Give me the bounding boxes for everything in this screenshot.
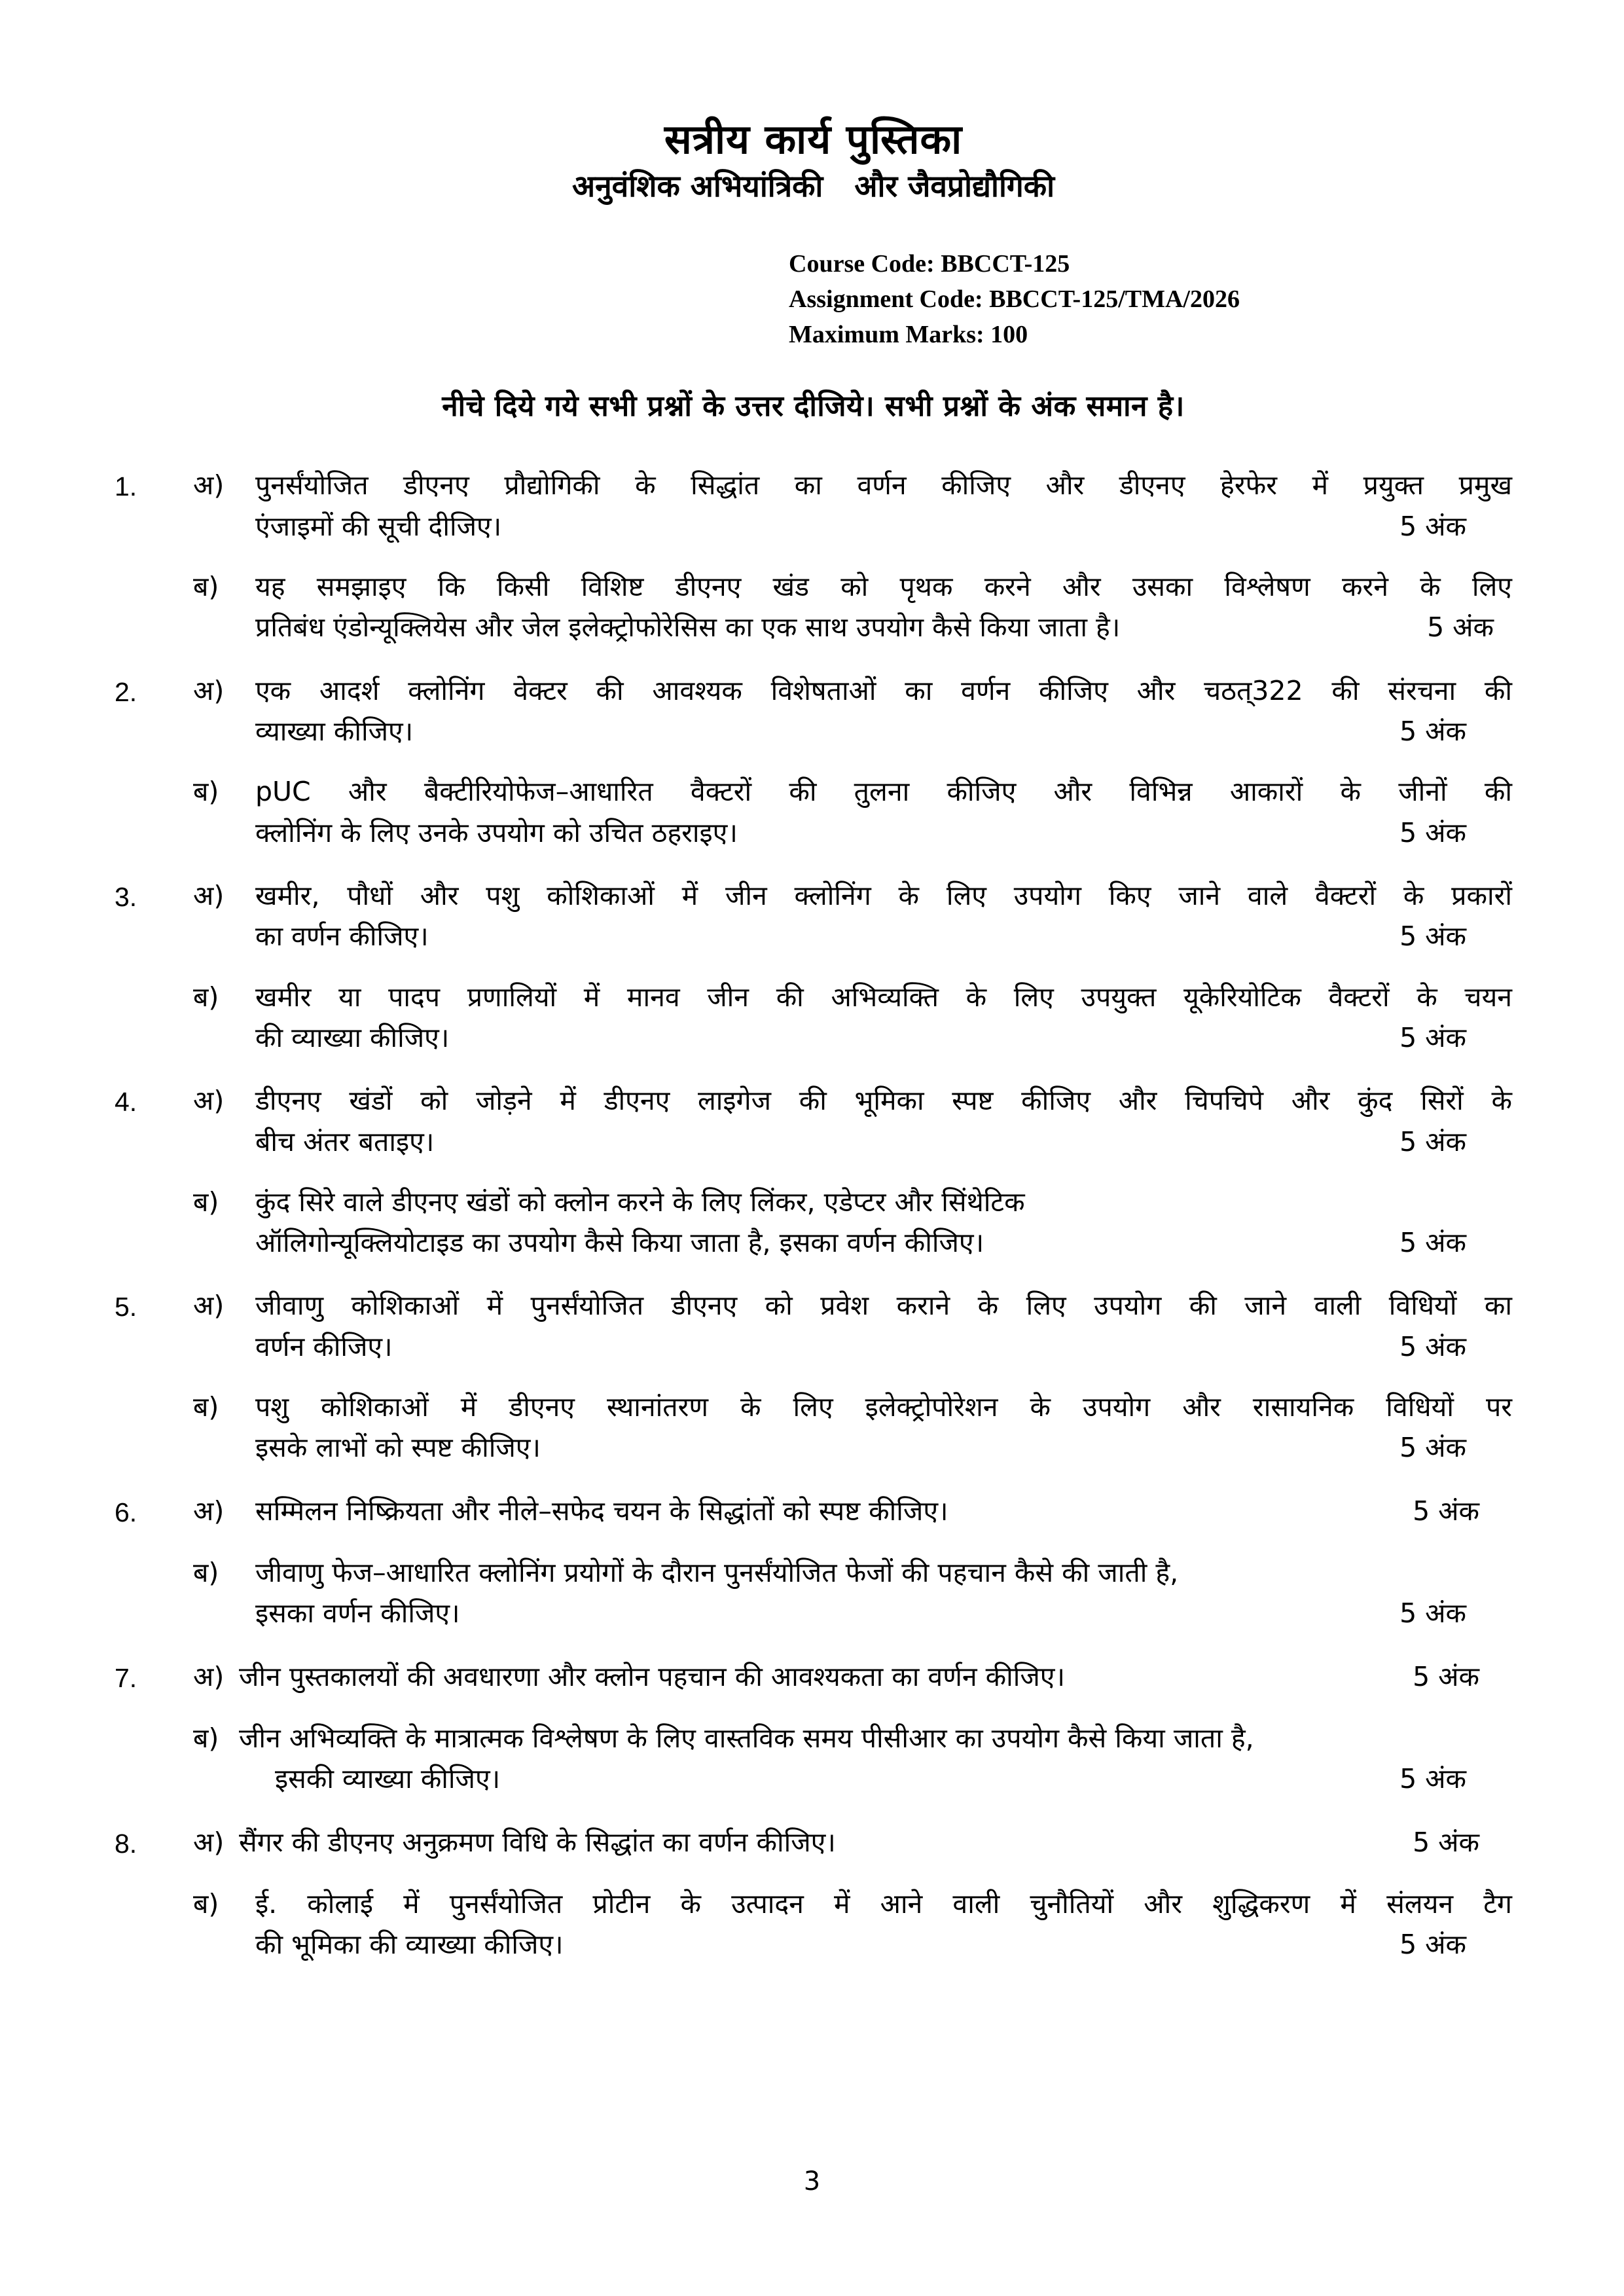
question-part-label: ब)	[193, 1722, 219, 1754]
question-part-label: ब)	[193, 1186, 219, 1218]
question-text-line	[255, 771, 1512, 812]
question-row	[115, 1822, 1512, 1864]
question-text-line	[255, 875, 1512, 916]
page-content	[115, 0, 1512, 1988]
question-text-line	[255, 1017, 1512, 1058]
line-content: का वर्णन कीजिए।	[255, 920, 429, 953]
question-text-line	[255, 1121, 1512, 1162]
question-text-line	[255, 1593, 1512, 1633]
marks-label: 5 अंक	[1399, 920, 1466, 953]
question-number	[115, 1182, 193, 1183]
line-content: क्लोनिंग के लिए उनके उपयोग को उचित ठहराइए।	[255, 816, 738, 848]
question-row	[115, 1718, 1512, 1800]
question-part-label: अ)	[193, 1495, 225, 1527]
marks-label: 5 अंक	[1399, 1021, 1466, 1053]
line-content: जीन अभिव्यक्ति के मात्रात्मक विश्लेषण के लिए वास्तविक समय पीसीआर का उपयोग कैसे किया जाता है,	[239, 1722, 1254, 1754]
line-content: इसके लाभों को स्पष्ट कीजिए।	[255, 1432, 541, 1464]
question-part-label: ब)	[193, 1887, 219, 1920]
line-content: पशु कोशिकाओं में डीएनए स्थानांतरण के लिए इलेक्ट्रोपोरेशन के उपयोग और रासायनिक विधियों पर	[255, 1391, 1512, 1423]
course-meta-block	[789, 247, 1512, 353]
line-content: वर्णन कीजिए।	[255, 1330, 393, 1362]
line-content: सैंगर की डीएनए अनुक्रमण विधि के सिद्धांत का वर्णन कीजिए।	[239, 1826, 836, 1858]
question-number	[115, 1387, 193, 1388]
question-part-label: अ)	[193, 1290, 225, 1322]
questions-list	[115, 465, 1512, 1965]
question-row	[115, 465, 1512, 547]
question-text	[255, 465, 1512, 547]
line-content: जीवाणु फेज–आधारित क्लोनिंग प्रयोगों के दौरान पुनर्संयोजित फेजों की पहचान कैसे की जाती है,	[255, 1557, 1179, 1589]
question-text	[239, 1718, 1512, 1800]
question-part-label: ब)	[193, 981, 219, 1013]
question-number: 2.	[115, 676, 137, 707]
line-content: जीवाणु कोशिकाओं में पुनर्संयोजित डीएनए को प्रवेश कराने के लिए उपयोग की जाने वाली विधियों का	[255, 1290, 1512, 1322]
line-content: इसकी व्याख्या कीजिए।	[275, 1763, 501, 1795]
question-text-line	[255, 1222, 1512, 1263]
marks-label: 5 अंक	[1399, 1929, 1466, 1961]
question-row	[115, 1387, 1512, 1468]
question-text-line	[255, 711, 1512, 752]
marks-label: 5 अंक	[1399, 1330, 1466, 1362]
line-content: की भूमिका की व्याख्या कीजिए।	[255, 1929, 564, 1961]
marks-label: 5 अंक	[1399, 1432, 1466, 1464]
question-number: 6.	[115, 1497, 137, 1527]
question-text-line	[239, 1656, 1512, 1697]
line-content: एक आदर्श क्लोनिंग वेक्टर की आवश्यक विशेषताओं का वर्णन कीजिए और चठत्322 की संरचना की	[255, 674, 1512, 706]
question-row	[115, 1182, 1512, 1264]
question-text-line	[255, 1427, 1512, 1468]
question-text-line	[255, 465, 1512, 505]
page-subtitle: अनुवंशिक अभियांत्रिकी और जैवप्रोद्यौगिकी	[572, 168, 1055, 204]
question-text	[255, 670, 1512, 752]
line-content: खमीर या पादप प्रणालियों में मानव जीन की अभिव्यक्ति के लिए उपयुक्त यूकेरियोटिक वैक्टरों के चयन	[255, 981, 1512, 1013]
question-number: 7.	[115, 1662, 137, 1693]
question-part-label: ब)	[193, 1391, 219, 1423]
question-row	[115, 1656, 1512, 1698]
question-text-line	[255, 977, 1512, 1017]
assignment-code: Assignment Code: BBCCT-125/TMA/2026	[789, 285, 1240, 313]
question-number	[115, 771, 193, 773]
question-part-label: ब)	[193, 776, 219, 808]
question-text	[255, 977, 1512, 1059]
marks-label: 5 अंक	[1413, 1826, 1479, 1858]
marks-label: 5 अंक	[1399, 510, 1466, 542]
marks-label: 5 अंक	[1399, 1763, 1466, 1795]
title-block	[115, 117, 1512, 205]
line-content: ऑलिगोन्यूक्लियोटाइड का उपयोग कैसे किया जाता है, इसका वर्णन कीजिए।	[255, 1227, 984, 1259]
line-content: डीएनए खंडों को जोड़ने में डीएनए लाइगेज की भूमिका स्पष्ट कीजिए और चिपचिपे और कुंद सिरों के	[255, 1085, 1512, 1117]
line-content: ई. कोलाई में पुनर्संयोजित प्रोटीन के उत्पादन में आने वाली चुनौतियों और शुद्धिकरण में संलयन टैग	[255, 1887, 1512, 1920]
question-text	[255, 1182, 1512, 1264]
question-part-label: अ)	[193, 674, 225, 706]
marks-label: 5 अंक	[1413, 1660, 1479, 1692]
line-content: बीच अंतर बताइए।	[255, 1125, 435, 1157]
marks-label: 5 अंक	[1399, 816, 1466, 848]
question-row	[115, 1491, 1512, 1533]
line-content: यह समझाइए कि किसी विशिष्ट डीएनए खंड को पृथक करने और उसका विश्लेषण करने के लिए	[255, 571, 1512, 603]
line-content: एंजाइमों की सूची दीजिए।	[255, 510, 502, 542]
question-text-line	[255, 1182, 1512, 1222]
question-row	[115, 1285, 1512, 1367]
question-text-line	[255, 1884, 1512, 1924]
question-row	[115, 771, 1512, 853]
instruction-line: नीचे दिये गये सभी प्रश्नों के उत्तर दीजिये। सभी प्रश्नों के अंक समान है।	[442, 390, 1185, 424]
question-text	[255, 1387, 1512, 1468]
marks-label: 5 अंक	[1399, 1597, 1466, 1630]
question-row	[115, 566, 1512, 648]
course-code: Course Code: BBCCT-125	[789, 249, 1070, 278]
question-row	[115, 875, 1512, 957]
question-text-line	[255, 1552, 1512, 1593]
page-title: सत्रीय कार्य पुस्तिका	[664, 115, 963, 163]
question-text-line	[255, 1326, 1512, 1367]
question-number	[115, 977, 193, 978]
marks-label: 5 अंक	[1399, 1125, 1466, 1157]
question-number: 3.	[115, 881, 137, 912]
line-content: व्याख्या कीजिए।	[255, 716, 414, 748]
question-row	[115, 1080, 1512, 1162]
question-text	[255, 1884, 1512, 1965]
page-number: 3	[803, 2166, 821, 2196]
question-text	[255, 1080, 1512, 1162]
line-content: pUC और बैक्टीरियोफेज–आधारित वैक्टरों की तुलना कीजिए और विभिन्न आकारों के जीनों की	[255, 776, 1512, 808]
question-part-label: अ)	[193, 1660, 225, 1692]
line-content: खमीर, पौधों और पशु कोशिकाओं में जीन क्लोनिंग के लिए उपयोग किए जाने वाले वैक्टरों के प्रकारों	[255, 879, 1512, 911]
line-content: इसका वर्णन कीजिए।	[255, 1597, 460, 1630]
question-row	[115, 670, 1512, 752]
line-content: पुनर्संयोजित डीएनए प्रौद्योगिकी के सिद्धांत का वर्णन कीजिए और डीएनए हेरफेर में प्रयुक्त प्रमुख	[255, 469, 1512, 501]
question-text-line	[239, 1718, 1512, 1758]
line-content: की व्याख्या कीजिए।	[255, 1021, 450, 1053]
question-part-label: अ)	[193, 1085, 225, 1117]
line-content: सम्मिलन निष्क्रियता और नीले–सफेद चयन के सिद्धांतों को स्पष्ट कीजिए।	[255, 1495, 948, 1527]
question-number: 5.	[115, 1292, 137, 1322]
question-text	[255, 1552, 1512, 1634]
question-text	[255, 875, 1512, 957]
question-part-label: अ)	[193, 879, 225, 911]
question-text-line	[239, 1758, 1512, 1799]
question-text-line	[255, 607, 1512, 647]
question-number	[115, 1884, 193, 1885]
maximum-marks: Maximum Marks: 100	[789, 320, 1028, 348]
question-part-label: अ)	[193, 1826, 225, 1858]
question-text-line	[255, 1285, 1512, 1326]
question-text	[255, 1491, 1512, 1531]
question-part-label: ब)	[193, 1557, 219, 1589]
marks-label: 5 अंक	[1399, 1227, 1466, 1259]
question-text-line	[255, 566, 1512, 607]
question-row	[115, 977, 1512, 1059]
question-text	[255, 566, 1512, 648]
question-text-line	[255, 670, 1512, 711]
line-content: जीन पुस्तकालयों की अवधारणा और क्लोन पहचान की आवश्यकता का वर्णन कीजिए।	[239, 1660, 1066, 1692]
question-text-line	[255, 812, 1512, 853]
question-text	[255, 1285, 1512, 1367]
line-content: कुंद सिरे वाले डीएनए खंडों को क्लोन करने के लिए लिंकर, एडेप्टर और सिंथेटिक	[255, 1186, 1025, 1218]
question-number	[115, 1552, 193, 1554]
question-text-line	[255, 1924, 1512, 1965]
question-text-line	[255, 1491, 1512, 1531]
marks-label: 5 अंक	[1399, 716, 1466, 748]
question-number: 1.	[115, 471, 137, 502]
question-number	[115, 1718, 193, 1719]
marks-label: 5 अंक	[1413, 1495, 1479, 1527]
question-part-label: ब)	[193, 571, 219, 603]
question-row	[115, 1884, 1512, 1965]
question-part-label: अ)	[193, 469, 225, 501]
line-content: प्रतिबंध एंडोन्यूक्लियेस और जेल इलेक्ट्रोफोरेसिस का एक साथ उपयोग कैसे किया जाता है।	[255, 611, 1121, 644]
marks-label: 5 अंक	[1427, 611, 1494, 644]
question-text-line	[255, 1080, 1512, 1121]
question-row	[115, 1552, 1512, 1634]
page-footer	[0, 2166, 1624, 2196]
question-text	[239, 1656, 1512, 1697]
question-text-line	[255, 1387, 1512, 1427]
question-text	[255, 771, 1512, 853]
question-text-line	[239, 1822, 1512, 1863]
question-number: 4.	[115, 1087, 137, 1118]
question-text-line	[255, 916, 1512, 957]
question-text	[239, 1822, 1512, 1863]
question-text-line	[255, 506, 1512, 547]
question-number: 8.	[115, 1828, 137, 1859]
question-number	[115, 566, 193, 568]
